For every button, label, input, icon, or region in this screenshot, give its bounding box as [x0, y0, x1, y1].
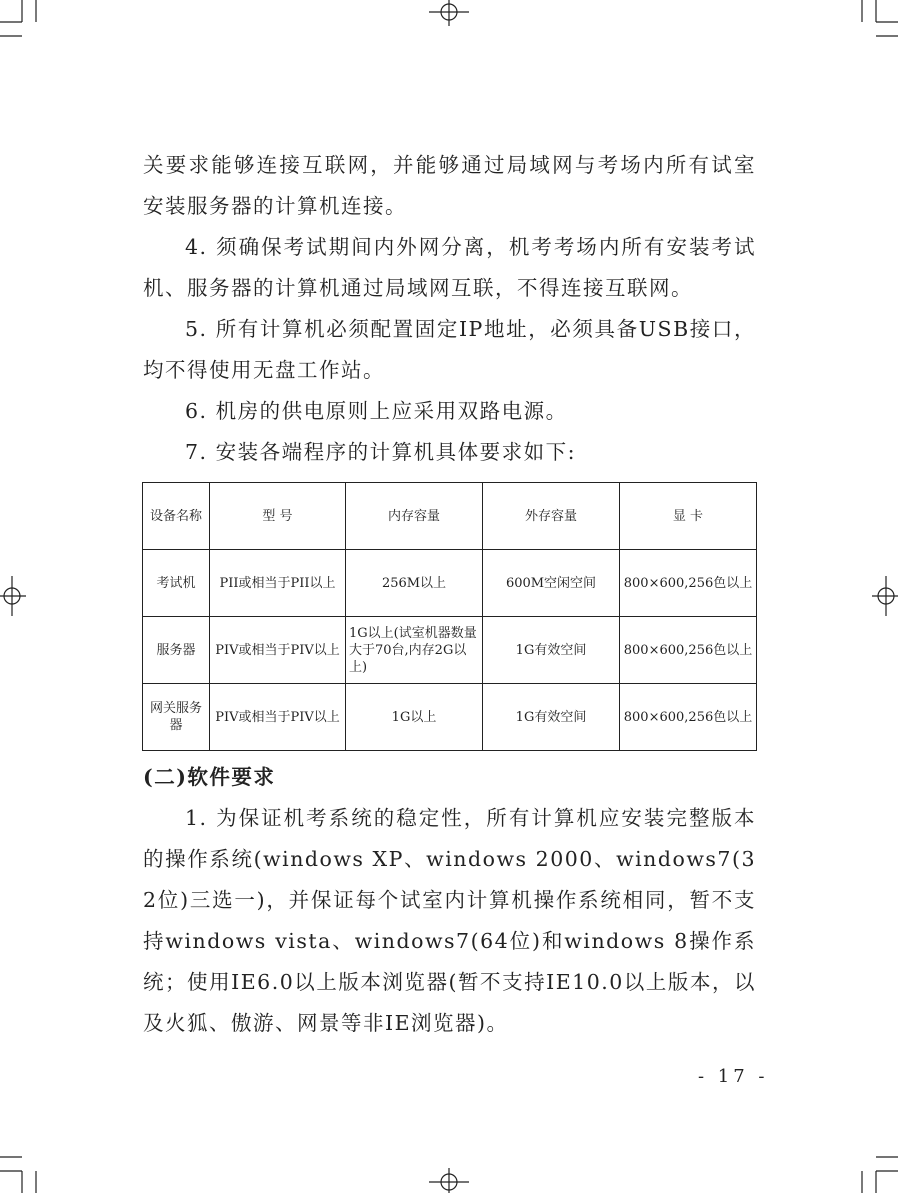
section-heading-software: (二)软件要求 [143, 765, 276, 789]
table-cell: 800×600,256色以上 [620, 617, 757, 684]
table-row [143, 617, 757, 684]
paragraph-item-7: 7. 安装各端程序的计算机具体要求如下: [185, 440, 576, 464]
table-cell: PIV或相当于PIV以上 [210, 684, 346, 751]
paragraph-item-4: 4. 须确保考试期间内外网分离，机考考场内所有安装考试机、服务器的计算机通过局域网互联，不得连接互联网。 [143, 235, 756, 300]
page-number: - 17 - [698, 1066, 769, 1087]
table-cell: 考试机 [143, 550, 210, 617]
table-cell: 1G有效空间 [483, 684, 620, 751]
header-storage: 外存容量 [483, 483, 620, 550]
table-cell: 600M空闲空间 [483, 550, 620, 617]
table-row [143, 684, 757, 751]
paragraph-software-1: 1. 为保证机考系统的稳定性，所有计算机应安装完整版本的操作系统(windows XP、windows 2000、windows7(32位)三选一)，并保证每个试室内计算机操作系统相同，暂不支持windows vista、windows7(64位)和windows 8操作系统；使用IE6.0以上版本浏览器(暂不支持IE10.0以上版本，以及火狐、傲游、网景等非IE浏览器)。 [143, 806, 756, 1035]
table-cell: 1G有效空间 [483, 617, 620, 684]
header-device-name: 设备名称 [143, 483, 210, 550]
table-cell: 服务器 [143, 617, 210, 684]
table-row [143, 550, 757, 617]
table-cell: PII或相当于PII以上 [210, 550, 346, 617]
paragraph-item-6: 6. 机房的供电原则上应采用双路电源。 [185, 399, 568, 423]
paragraph-item-5: 5. 所有计算机必须配置固定IP地址，必须具备USB接口，均不得使用无盘工作站。 [143, 317, 756, 382]
table-cell: 网关服务器 [143, 684, 210, 751]
table-cell: 1G以上 [346, 684, 483, 751]
table-cell: 256M以上 [346, 550, 483, 617]
paragraph-continuation: 关要求能够连接互联网，并能够通过局域网与考场内所有试室安装服务器的计算机连接。 [143, 153, 756, 218]
table-cell: 800×600,256色以上 [620, 550, 757, 617]
header-memory: 内存容量 [346, 483, 483, 550]
header-graphics: 显 卡 [620, 483, 757, 550]
computer-requirements-table [142, 482, 757, 751]
table-cell: 800×600,256色以上 [620, 684, 757, 751]
table-cell: PIV或相当于PIV以上 [210, 617, 346, 684]
table-header-row [143, 483, 757, 550]
table-cell: 1G以上(试室机器数量大于70台,内存2G以上) [346, 617, 483, 684]
header-model: 型 号 [210, 483, 346, 550]
